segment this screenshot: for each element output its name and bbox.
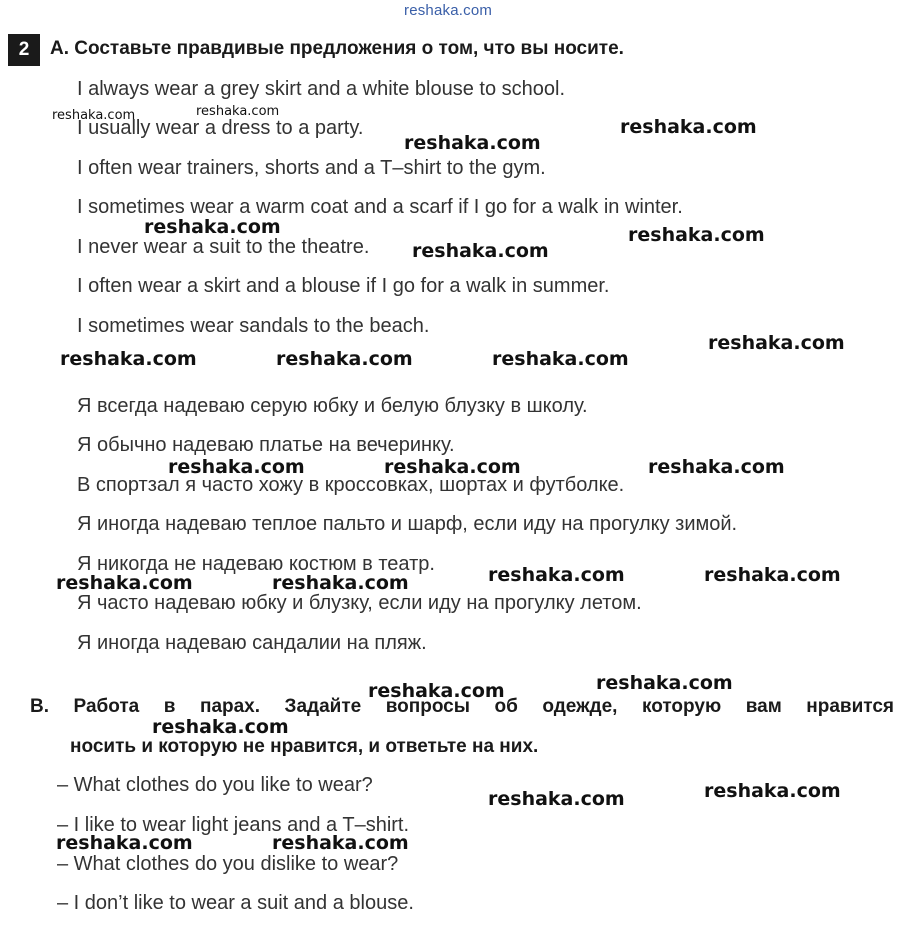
section-a-title: А. Составьте правдивые предложения о том, что вы носите. [50,38,624,59]
english-line: I sometimes wear sandals to the beach. [77,315,430,337]
russian-line: Я всегда надеваю серую юбку и белую блузку в школу. [77,395,588,417]
site-mark: reshaka.com [404,2,493,19]
russian-line: Я часто надеваю юбку и блузку, если иду на прогулку летом. [77,592,642,614]
watermark: reshaka.com [488,564,625,586]
watermark: reshaka.com [196,104,280,119]
watermark: reshaka.com [272,832,409,854]
watermark: reshaka.com [708,332,845,354]
watermark: reshaka.com [492,348,629,370]
watermark: reshaka.com [368,680,505,702]
watermark: reshaka.com [620,116,757,138]
dialog-line: – I don’t like to wear a suit and a blouse. [57,892,414,914]
watermark: reshaka.com [596,672,733,694]
english-line: I often wear trainers, shorts and a T–shirt to the gym. [77,157,546,179]
russian-line: Я иногда надеваю теплое пальто и шарф, если иду на прогулку зимой. [77,513,738,535]
task-number-badge: 2 [8,34,40,66]
watermark: reshaka.com [144,216,281,238]
english-line: I always wear a grey skirt and a white blouse to school. [77,78,566,100]
english-line: I often wear a skirt and a blouse if I go for a walk in summer. [77,275,610,297]
watermark: reshaka.com [52,108,136,123]
watermark: reshaka.com [168,456,305,478]
watermark: reshaka.com [56,832,193,854]
watermark: reshaka.com [152,716,289,738]
russian-line: Я никогда не надеваю костюм в театр. [77,553,435,575]
watermark: reshaka.com [272,572,409,594]
english-line: I never wear a suit to the theatre. [77,236,370,258]
russian-line: Я иногда надеваю сандалии на пляж. [77,632,427,654]
section-b-title-line2: носить и которую не нравится, и ответьте на них. [70,736,539,757]
watermark: reshaka.com [628,224,765,246]
russian-line: В спортзал я часто хожу в кроссовках, шортах и футболке. [77,474,625,496]
russian-line: Я обычно надеваю платье на вечеринку. [77,434,455,456]
watermark: reshaka.com [56,572,193,594]
watermark: reshaka.com [648,456,785,478]
dialog-line: – I like to wear light jeans and a T–shirt. [57,814,410,836]
watermark: reshaka.com [276,348,413,370]
watermark: reshaka.com [488,788,625,810]
dialog-line: – What clothes do you dislike to wear? [57,853,399,875]
watermark: reshaka.com [384,456,521,478]
english-line: I usually wear a dress to a party. [77,117,364,139]
watermark: reshaka.com [60,348,197,370]
watermark: reshaka.com [704,780,841,802]
watermark: reshaka.com [404,132,541,154]
watermark: reshaka.com [704,564,841,586]
section-b-title-line1: В. Работа в парах. Задайте вопросы об одежде, которую вам нравится [30,696,894,717]
dialog-line: – What clothes do you like to wear? [57,774,373,796]
english-line: I sometimes wear a warm coat and a scarf if I go for a walk in winter. [77,196,683,218]
watermark: reshaka.com [412,240,549,262]
